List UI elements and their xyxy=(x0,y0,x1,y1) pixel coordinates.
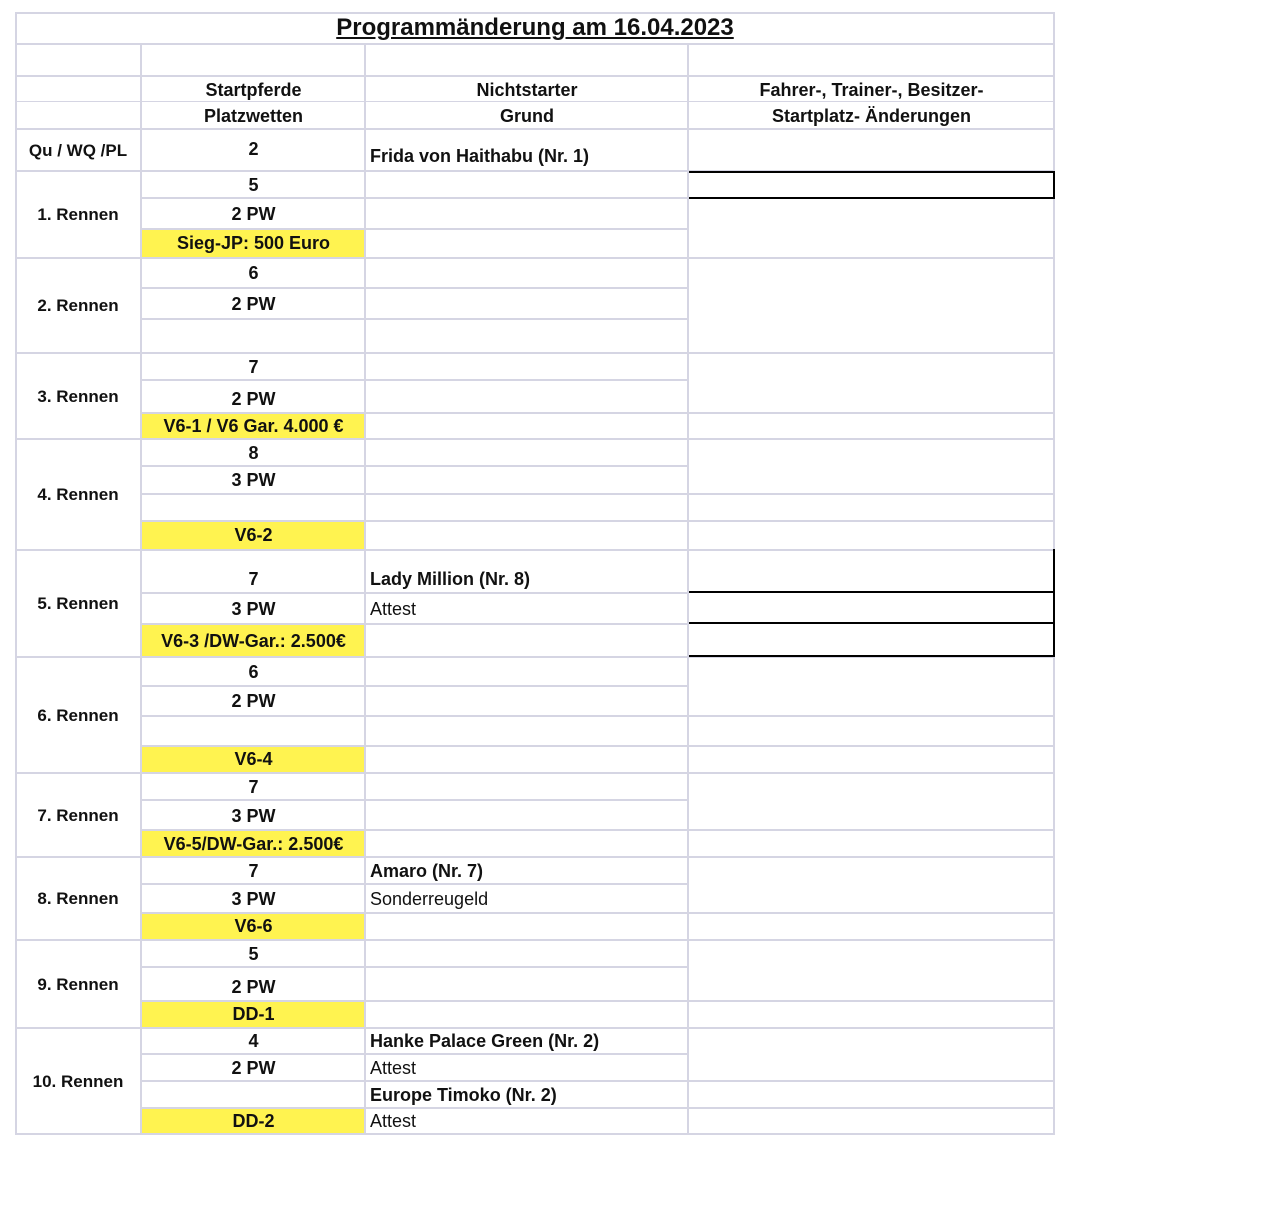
header-nonstarters xyxy=(366,76,688,129)
starters-7: 7 xyxy=(248,776,259,797)
race-label-qu: Qu / WQ /PL xyxy=(28,140,128,160)
starters-4: 8 xyxy=(248,442,259,463)
header-starters-line2: Platzwetten xyxy=(203,105,304,126)
race-label-2: 2. Rennen xyxy=(37,296,119,315)
header-nonstarters-line2: Grund xyxy=(500,105,554,126)
place-bets-1: 2 PW xyxy=(231,204,276,224)
place-bets-4: 3 PW xyxy=(231,470,276,490)
place-bets-6: 2 PW xyxy=(231,691,276,711)
starters-5: 7 xyxy=(248,568,259,589)
reason-5: Attest xyxy=(370,598,417,619)
reason-10-second: Attest xyxy=(370,1111,417,1131)
race-label-3: 3. Rennen xyxy=(37,386,119,406)
bet-info-8: V6-6 xyxy=(234,916,273,936)
place-bets-8: 3 PW xyxy=(231,889,276,909)
place-bets-10: 2 PW xyxy=(231,1057,276,1078)
race-label-1: 1. Rennen xyxy=(37,205,119,224)
bet-info-1: Sieg-JP: 500 Euro xyxy=(176,233,331,253)
bet-info-6: V6-4 xyxy=(234,749,273,769)
place-bets-3: 2 PW xyxy=(231,388,276,409)
race-label-7: 7. Rennen xyxy=(37,805,119,825)
bet-info-4: V6-2 xyxy=(234,525,273,545)
bet-info-3: V6-1 / V6 Gar. 4.000 € xyxy=(163,415,344,436)
header-changes-line1: Fahrer-, Trainer-, Besitzer- xyxy=(759,79,984,100)
race-label-6: 6. Rennen xyxy=(37,705,119,725)
starters-1: 5 xyxy=(248,174,259,195)
starters-9: 5 xyxy=(248,943,259,964)
header-starters-line1: Startpferde xyxy=(205,79,302,100)
nonstarter-qu: Frida von Haithabu (Nr. 1) xyxy=(370,146,590,166)
nonstarter-10: Hanke Palace Green (Nr. 2) xyxy=(370,1031,600,1051)
header-changes xyxy=(689,76,1054,129)
starters-6: 6 xyxy=(248,661,259,682)
bet-info-5: V6-3 /DW-Gar.: 2.500€ xyxy=(161,630,346,651)
starters-8: 7 xyxy=(248,860,259,881)
bet-info-10: DD-2 xyxy=(232,1111,275,1131)
header-nonstarters-line1: Nichtstarter xyxy=(476,79,578,100)
nonstarter-5: Lady Million (Nr. 8) xyxy=(370,568,531,589)
page-title: Programmänderung am 16.04.2023 xyxy=(336,14,734,41)
header-starters xyxy=(142,76,365,129)
place-bets-9: 2 PW xyxy=(231,976,276,997)
race-label-9: 9. Rennen xyxy=(37,974,119,994)
starters-3: 7 xyxy=(248,356,259,377)
starters-qu: 2 xyxy=(248,139,259,159)
place-bets-2: 2 PW xyxy=(231,293,276,314)
bet-info-9: DD-1 xyxy=(232,1004,275,1024)
nonstarter-8: Amaro (Nr. 7) xyxy=(370,860,484,881)
place-bets-7: 3 PW xyxy=(231,806,276,826)
reason-8: Sonderreugeld xyxy=(370,889,489,909)
bet-info-7: V6-5/DW-Gar.: 2.500€ xyxy=(163,833,344,854)
reason-10: Attest xyxy=(370,1057,417,1078)
race-label-4: 4. Rennen xyxy=(37,485,119,504)
starters-2: 6 xyxy=(248,263,259,283)
race-label-8: 8. Rennen xyxy=(37,889,119,908)
header-changes-line2: Startplatz- Änderungen xyxy=(771,105,971,126)
race-label-5: 5. Rennen xyxy=(37,594,119,613)
starters-10: 4 xyxy=(248,1031,259,1051)
race-label-10: 10. Rennen xyxy=(32,1071,124,1091)
place-bets-5: 3 PW xyxy=(231,598,276,619)
nonstarter-10-second: Europe Timoko (Nr. 2) xyxy=(370,1084,557,1105)
